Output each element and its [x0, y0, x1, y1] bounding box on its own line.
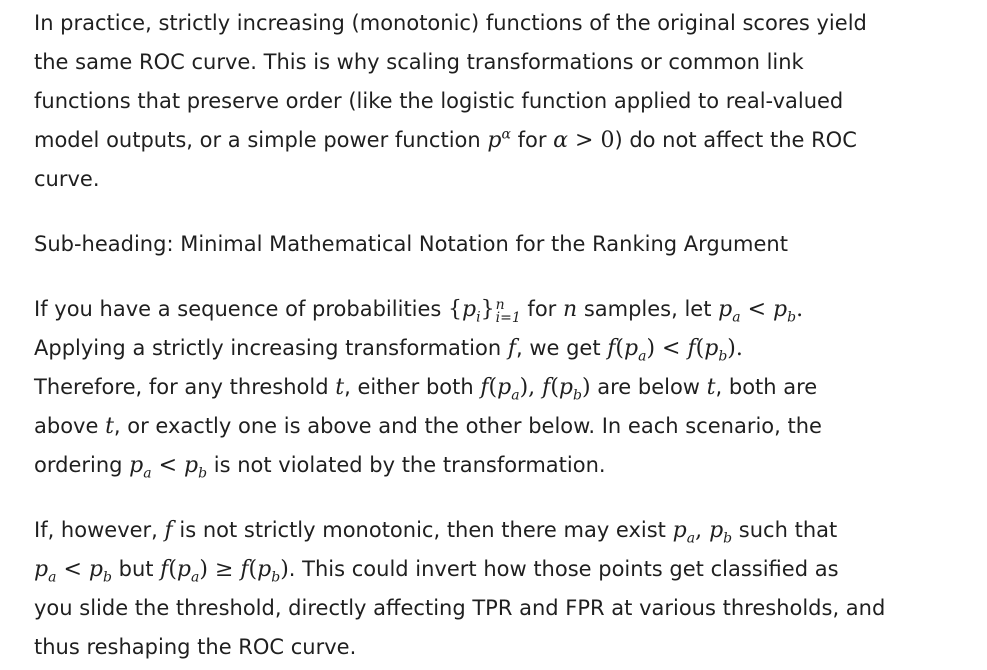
- text-line: [34, 589, 953, 628]
- text-line: [34, 550, 953, 589]
- text-line: [34, 511, 953, 550]
- text-span: you slide the threshold, directly affecting TPR and FPR at various thresholds, and: [34, 596, 886, 620]
- math-t: t: [335, 375, 345, 400]
- text-line: [34, 160, 953, 199]
- text-line: [34, 43, 953, 82]
- subheading: [34, 225, 953, 264]
- math-pa-pb: $p_a$, $p_b$: [672, 518, 733, 547]
- text-span: , we get: [515, 336, 608, 360]
- text-line: [34, 628, 953, 667]
- math-pa-lt-pb: $p_a < p_b$.: [718, 297, 804, 326]
- subheading-text: Sub-heading: Minimal Mathematical Notation for the Ranking Argument: [34, 232, 788, 256]
- math-pa-lt-pb: $p_a < p_b$: [34, 557, 112, 586]
- math-t: t: [706, 375, 716, 400]
- text-span: If you have a sequence of probabilities: [34, 297, 449, 321]
- text-span: for: [520, 297, 563, 321]
- math-alpha-condition: α > 0: [553, 128, 615, 153]
- text-span: but: [111, 557, 161, 581]
- text-line: [34, 329, 953, 368]
- math-n: n: [562, 297, 578, 322]
- text-span: is not violated by the transformation.: [207, 453, 606, 477]
- text-line: [34, 446, 953, 485]
- paragraph-monotonic-roc: [34, 4, 953, 199]
- math-f: f: [164, 518, 173, 543]
- text-span: are below: [590, 375, 707, 399]
- math-f: f: [507, 336, 516, 361]
- math-probability-set: $\{p_i\}$ n i=1: [448, 297, 521, 326]
- text-line: [34, 4, 953, 43]
- text-span: , either both: [344, 375, 481, 399]
- text-span: . This could invert how those points get classified as: [288, 557, 839, 581]
- text-span: Applying a strictly increasing transformation: [34, 336, 508, 360]
- paragraph-ranking-argument: [34, 290, 953, 485]
- text-span: model outputs, or a simple power function: [34, 128, 488, 152]
- math-pa-lt-pb: $p_a < p_b$: [129, 453, 208, 482]
- text-span: such that: [732, 518, 838, 542]
- text-span: ) do not affect the ROC: [614, 128, 857, 152]
- text-line: [34, 121, 953, 160]
- text-span: curve.: [34, 167, 100, 191]
- paragraph-non-monotonic: [34, 511, 953, 667]
- text-span: the same ROC curve. This is why scaling transformations or common link: [34, 50, 804, 74]
- text-span: In practice, strictly increasing (monotonic) functions of the original scores yield: [34, 11, 867, 35]
- math-fpa-fpb: $f(p_a)$, $f(p_b)$: [480, 375, 591, 404]
- text-span: is not strictly monotonic, then there may exist: [172, 518, 673, 542]
- text-span: thus reshaping the ROC curve.: [34, 635, 357, 659]
- math-fpa-ge-fpb: $f(p_a) \ge f(p_b)$: [160, 557, 289, 586]
- math-power-function: $p^\alpha$: [487, 126, 511, 153]
- math-t: t: [105, 414, 114, 439]
- text-span: ordering: [34, 453, 130, 477]
- text-span: Therefore, for any threshold: [34, 375, 336, 399]
- math-fpa-lt-fpb: $f(p_a) < f(p_b)$.: [607, 336, 743, 365]
- text-line: [34, 82, 953, 121]
- text-line: [34, 290, 953, 329]
- text-span: , both are: [715, 375, 818, 399]
- text-span: If, however,: [34, 518, 165, 542]
- text-span: functions that preserve order (like the logistic function applied to real-valued: [34, 89, 844, 113]
- text-line: [34, 407, 953, 446]
- text-span: for: [510, 128, 554, 152]
- text-span: samples, let: [577, 297, 719, 321]
- text-line: [34, 368, 953, 407]
- text-span: above: [34, 414, 106, 438]
- text-span: , or exactly one is above and the other below. In each scenario, the: [113, 414, 822, 438]
